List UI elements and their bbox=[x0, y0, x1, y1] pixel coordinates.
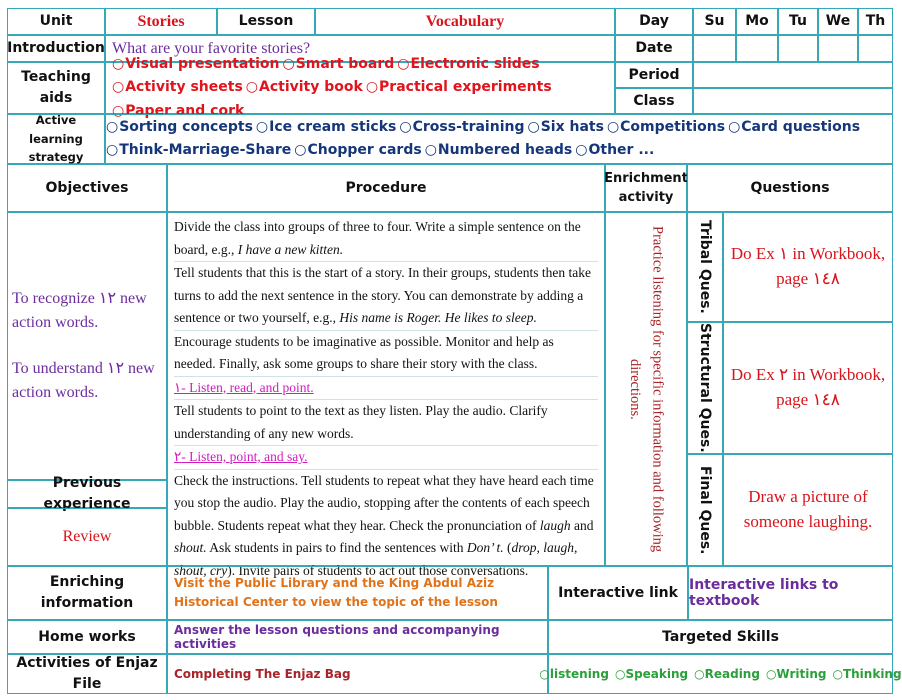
skill-option[interactable]: ○Reading bbox=[694, 667, 760, 681]
unit-value: Stories bbox=[105, 8, 217, 35]
lesson-label: Lesson bbox=[217, 8, 315, 35]
enriching-information-text: Visit the Public Library and the King Abdul Aziz Historical Center to view the topic of the lesson bbox=[167, 566, 548, 620]
objective-2: To understand ١٢ new action words. bbox=[12, 360, 155, 401]
home-works-text: Answer the lesson questions and accompanying activities bbox=[167, 620, 548, 654]
objectives-header: Objectives bbox=[7, 164, 167, 212]
day-we: We bbox=[818, 8, 858, 35]
introduction-text: What are your favorite stories? bbox=[105, 35, 615, 62]
structural-questions-text: Do Ex ٢ in Workbook, page ١٤٨ bbox=[723, 322, 893, 454]
targeted-skills-label: Targeted Skills bbox=[548, 620, 893, 654]
objectives-list bbox=[7, 212, 167, 480]
strategy-option[interactable]: ○Sorting concepts bbox=[106, 118, 253, 135]
skill-option[interactable]: ○Speaking bbox=[614, 667, 689, 681]
enriching-information-label: Enriching information bbox=[7, 566, 167, 620]
targeted-skills-options bbox=[539, 654, 902, 694]
date-label: Date bbox=[615, 35, 693, 62]
home-works-label: Home works bbox=[7, 620, 167, 654]
aid-option[interactable]: ○Visual presentation bbox=[112, 56, 280, 73]
aid-option[interactable]: ○Electronic slides bbox=[397, 56, 540, 73]
teaching-aids-label: Teaching aids bbox=[7, 62, 105, 114]
aid-option[interactable]: ○Activity sheets bbox=[112, 79, 243, 96]
aid-option[interactable]: ○Practical experiments bbox=[365, 79, 552, 96]
date-cell-th bbox=[858, 35, 893, 62]
date-cell-we bbox=[818, 35, 858, 62]
strategy-option[interactable]: ○Chopper cards bbox=[294, 142, 422, 158]
lesson-value: Vocabulary bbox=[315, 8, 615, 35]
final-questions-text: Draw a picture of someone laughing. bbox=[723, 454, 893, 566]
procedure-paragraph: Check the instructions. Tell students to repeat what they have heard each time you stop the audio. Play the audio, stopping after the contents of each speech bubble. Students repeat what they hear. Check the pronunciation of laugh and shout. Ask students in pairs to find the sentences with Don’ t. (drop, laugh, shout, cry). Invite pairs of students to act out those conversations. bbox=[174, 472, 594, 578]
procedure-paragraph: Encourage students to be imaginative as possible. Monitor and help as needed. Finally, ask some groups to share their story with the class. bbox=[174, 331, 598, 377]
procedure-header: Procedure bbox=[167, 164, 605, 212]
strategy-option[interactable]: ○Think-Marriage-Share bbox=[106, 142, 292, 158]
enrichment-header: Enrichment activity bbox=[605, 164, 687, 212]
enjaz-label: Activities of Enjaz File bbox=[7, 654, 167, 694]
strategy-option[interactable]: ○Card questions bbox=[728, 118, 861, 135]
strategy-option[interactable]: ○Numbered heads bbox=[424, 142, 573, 158]
procedure-step-1: ١- Listen, read, and point. bbox=[174, 377, 598, 401]
aid-option[interactable]: ○Activity book bbox=[245, 79, 363, 96]
tribal-questions-text: Do Ex ١ in Workbook, page ١٤٨ bbox=[723, 212, 893, 322]
interactive-link-label: Interactive link bbox=[548, 566, 688, 620]
final-questions-label: Final Ques. bbox=[687, 454, 723, 566]
procedure-paragraph: Tell students that this is the start of a story. In their groups, students then take turns to add the next sentence in the story. You can demonstrate by adding a sentence or two yourself, e.g., His name is Roger. He likes to sleep. bbox=[174, 262, 598, 331]
questions-header: Questions bbox=[687, 164, 893, 212]
period-label: Period bbox=[615, 62, 693, 88]
active-learning-label: Active learning strategy bbox=[7, 114, 105, 164]
previous-experience-label: Previous experience bbox=[7, 480, 167, 508]
date-cell-mo bbox=[736, 35, 778, 62]
strategy-option[interactable]: ○Cross-training bbox=[399, 118, 525, 135]
structural-questions-label: Structural Ques. bbox=[687, 322, 723, 454]
date-cell-su bbox=[693, 35, 736, 62]
day-mo: Mo bbox=[736, 8, 778, 35]
objective-1: To recognize ١٢ new action words. bbox=[12, 290, 147, 331]
procedure-step-2: ٢- Listen, point, and say. bbox=[174, 446, 598, 470]
tribal-questions-label: Tribal Ques. bbox=[687, 212, 723, 322]
strategy-option[interactable]: ○Other ... bbox=[575, 142, 655, 158]
aid-option[interactable]: ○Paper and cork bbox=[112, 102, 245, 119]
skill-option[interactable]: ○Writing bbox=[765, 667, 827, 681]
active-learning-options bbox=[105, 114, 893, 164]
day-label: Day bbox=[615, 8, 693, 35]
interactive-link[interactable]: Interactive links to textbook bbox=[688, 566, 893, 620]
day-su: Su bbox=[693, 8, 736, 35]
strategy-option[interactable]: ○Ice cream sticks bbox=[255, 118, 397, 135]
strategy-option[interactable]: ○Competitions bbox=[606, 118, 726, 135]
period-value bbox=[693, 62, 893, 88]
skill-option[interactable]: ○Thinking bbox=[832, 667, 902, 681]
teaching-aids-options bbox=[105, 56, 615, 119]
enrichment-activity-text: Practice listening for specific information and following directions. bbox=[605, 212, 687, 566]
class-value bbox=[693, 88, 893, 114]
enjaz-text: Completing The Enjaz Bag bbox=[167, 654, 548, 694]
strategy-option[interactable]: ○Six hats bbox=[527, 118, 604, 135]
introduction-label: Introduction bbox=[7, 35, 105, 62]
procedure-text bbox=[167, 212, 605, 578]
procedure-paragraph: Divide the class into groups of three to four. Write a simple sentence on the board, e.g., I have a new kitten. bbox=[174, 216, 598, 262]
unit-label: Unit bbox=[7, 8, 105, 35]
aid-option[interactable]: ○Smart board bbox=[282, 56, 395, 73]
date-cell-tu bbox=[778, 35, 818, 62]
class-label: Class bbox=[615, 88, 693, 114]
previous-experience-value: Review bbox=[7, 508, 167, 566]
day-tu: Tu bbox=[778, 8, 818, 35]
skill-option[interactable]: ○listening bbox=[539, 667, 609, 681]
procedure-paragraph: Tell students to point to the text as they listen. Play the audio. Clarify understanding of any new words. bbox=[174, 400, 598, 446]
day-th: Th bbox=[858, 8, 893, 35]
